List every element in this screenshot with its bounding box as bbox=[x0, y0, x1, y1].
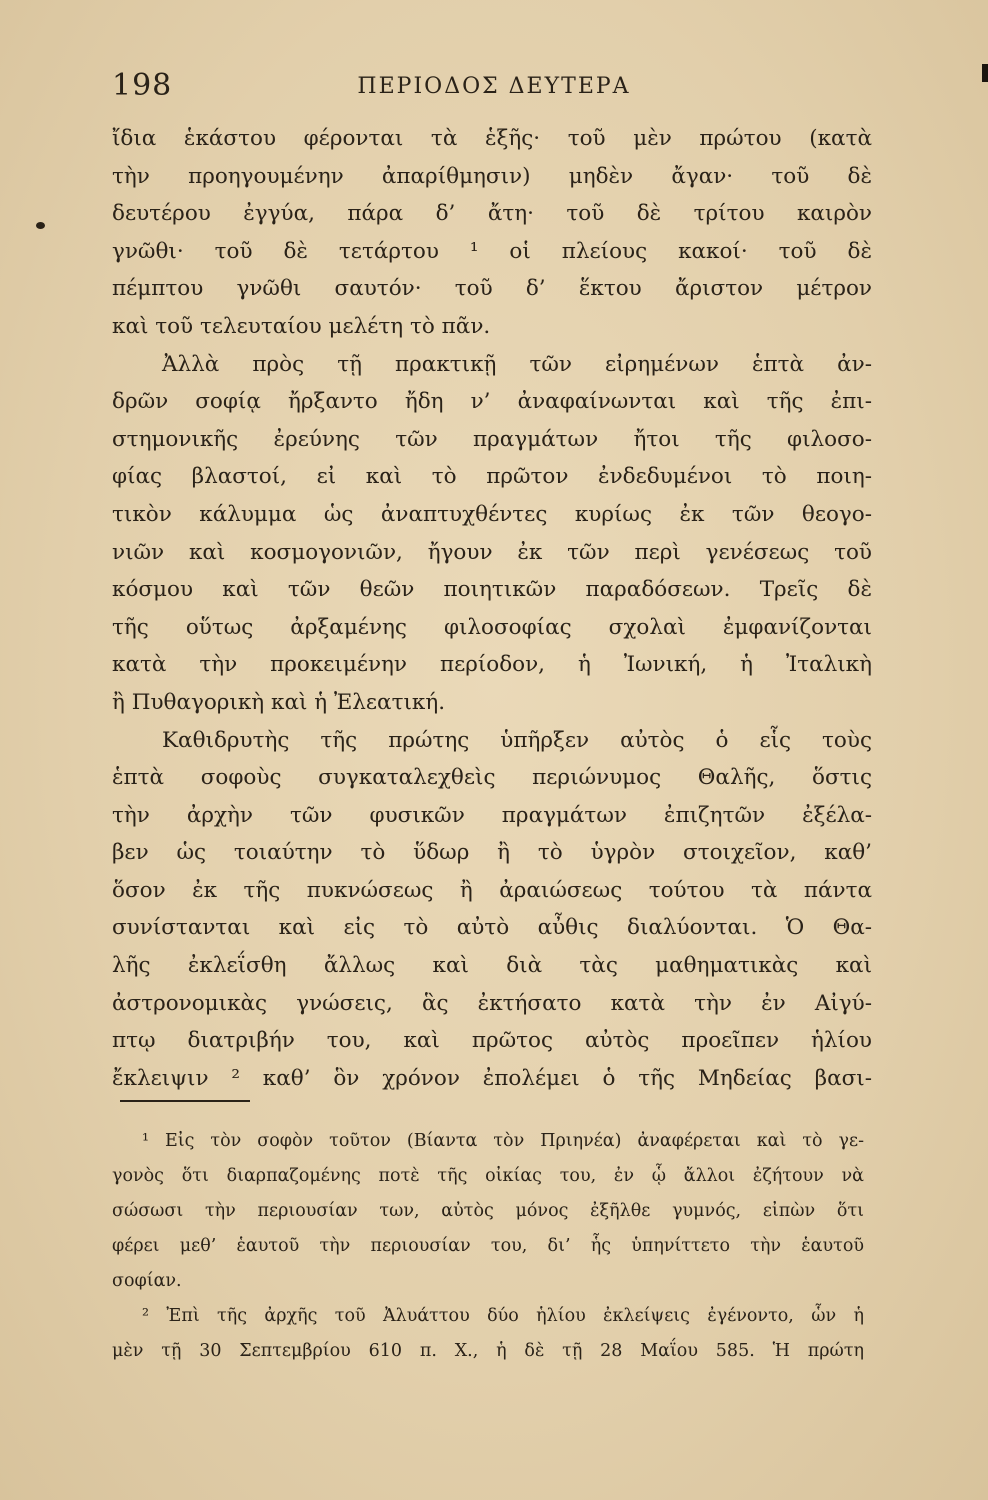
footnotes bbox=[112, 1124, 864, 1369]
text-line: τὴν ἀρχὴν τῶν φυσικῶν πραγμάτων ἐπιζητῶν ἐξέλα- bbox=[112, 802, 872, 828]
text-line: συνίστανται καὶ εἰς τὸ αὐτὸ αὖθις διαλύονται. Ὁ Θα- bbox=[112, 915, 872, 941]
running-head: ΠΕΡΙΟΔΟΣ ΔΕΥΤΕΡΑ bbox=[357, 74, 631, 99]
text-line: ἔκλειψιν ² καθ’ ὃν χρόνον ἐπολέμει ὁ τῆς Μηδείας βασι- bbox=[112, 1065, 872, 1091]
text-line: γνῶθι· τοῦ δὲ τετάρτου ¹ οἱ πλείους κακοί· τοῦ δὲ bbox=[112, 238, 872, 264]
text-line: δευτέρου ἐγγύα, πάρα δ’ ἄτη· τοῦ δὲ τρίτου καιρὸν bbox=[112, 201, 872, 227]
footnote-line: σοφίαν. bbox=[112, 1271, 182, 1291]
text-line: τὴν προηγουμένην ἀπαρίθμησιν) μηδὲν ἄγαν· τοῦ δὲ bbox=[112, 163, 872, 189]
text-line: κατὰ τὴν προκειμένην περίοδον, ἡ Ἰωνική, ἡ Ἰταλικὴ bbox=[112, 652, 872, 678]
text-line: ὅσον ἐκ τῆς πυκνώσεως ἢ ἀραιώσεως τούτου τὰ πάντα bbox=[112, 877, 872, 903]
text-line: τῆς οὕτως ἀρξαμένης φιλοσοφίας σχολαὶ ἐμφανίζονται bbox=[112, 614, 872, 640]
footnote-line: μὲν τῇ 30 Σεπτεμβρίου 610 π. Χ., ἡ δὲ τῇ 28 Μαΐου 585. Ἡ πρώτη bbox=[112, 1341, 864, 1361]
text-line: ἑπτὰ σοφοὺς συγκαταλεχθεὶς περιώνυμος Θαλῆς, ὅστις bbox=[112, 765, 872, 791]
footnote-line: σώσωσι τὴν περιουσίαν των, αὐτὸς μόνος ἐξῆλθε γυμνός, εἰπὼν ὅτι bbox=[112, 1201, 864, 1221]
text-line: πέμπτου γνῶθι σαυτόν· τοῦ δ’ ἕκτου ἄριστον μέτρον bbox=[112, 276, 872, 302]
text-line: καὶ τοῦ τελευταίου μελέτη τὸ πᾶν. bbox=[112, 313, 491, 339]
edge-ink-mark bbox=[982, 64, 988, 82]
text-line: πτῳ διατριβήν του, καὶ πρῶτος αὐτὸς προεῖπεν ἡλίου bbox=[112, 1028, 872, 1054]
page-number: 198 bbox=[112, 68, 173, 103]
text-line: τικὸν κάλυμμα ὡς ἀναπτυχθέντες κυρίως ἐκ τῶν θεογο- bbox=[112, 501, 872, 527]
footnote-line: γονὸς ὅτι διαρπαζομένης ποτὲ τῆς οἰκίας του, ἐν ᾧ ἄλλοι ἐζήτουν νὰ bbox=[112, 1166, 864, 1186]
text-line: ἢ Πυθαγορικὴ καὶ ἡ Ἐλεατική. bbox=[112, 689, 446, 715]
footnote-line: ¹ Εἰς τὸν σοφὸν τοῦτον (Βίαντα τὸν Πριηνέα) ἀναφέρεται καὶ τὸ γε- bbox=[142, 1131, 864, 1151]
text-line: ἴδια ἑκάστου φέρονται τὰ ἑξῆς· τοῦ μὲν πρώτου (κατὰ bbox=[112, 126, 872, 151]
body-text bbox=[112, 120, 872, 1097]
text-line: στημονικῆς ἐρεύνης τῶν πραγμάτων ἤτοι τῆς φιλοσο- bbox=[112, 426, 872, 452]
text-line: νιῶν καὶ κοσμογονιῶν, ἤγουν ἐκ τῶν περὶ γενέσεως τοῦ bbox=[112, 539, 872, 565]
text-line: κόσμου καὶ τῶν θεῶν ποιητικῶν παραδόσεων. Τρεῖς δὲ bbox=[112, 577, 872, 603]
text-line: βεν ὡς τοιαύτην τὸ ὕδωρ ἢ τὸ ὑγρὸν στοιχεῖον, καθ’ bbox=[112, 840, 872, 866]
ink-speck bbox=[36, 222, 45, 229]
text-line: ἀστρονομικὰς γνώσεις, ἃς ἐκτήσατο κατὰ τὴν ἐν Αἰγύ- bbox=[112, 990, 872, 1016]
footnote-rule bbox=[120, 1100, 250, 1102]
text-line: Καθιδρυτὴς τῆς πρώτης ὑπῆρξεν αὐτὸς ὁ εἷς τοὺς bbox=[162, 727, 872, 753]
text-line: δρῶν σοφίᾳ ἤρξαντο ἤδη ν’ ἀναφαίνωνται καὶ τῆς ἐπι- bbox=[112, 389, 872, 415]
text-line: Ἀλλὰ πρὸς τῇ πρακτικῇ τῶν εἰρημένων ἑπτὰ ἀν- bbox=[162, 351, 872, 377]
text-line: λῆς ἐκλεΐσθη ἄλλως καὶ διὰ τὰς μαθηματικὰς καὶ bbox=[112, 953, 872, 979]
footnote-line: ² Ἐπὶ τῆς ἀρχῆς τοῦ Ἀλυάττου δύο ἡλίου ἐκλείψεις ἐγένοντο, ὧν ἡ bbox=[142, 1306, 864, 1326]
text-line: φίας βλαστοί, εἰ καὶ τὸ πρῶτον ἐνδεδυμένοι τὸ ποιη- bbox=[112, 464, 872, 490]
footnote-line: φέρει μεθ’ ἑαυτοῦ τὴν περιουσίαν του, δι’ ἧς ὑπηνίττετο τὴν ἑαυτοῦ bbox=[112, 1236, 864, 1256]
page-header bbox=[112, 68, 876, 108]
